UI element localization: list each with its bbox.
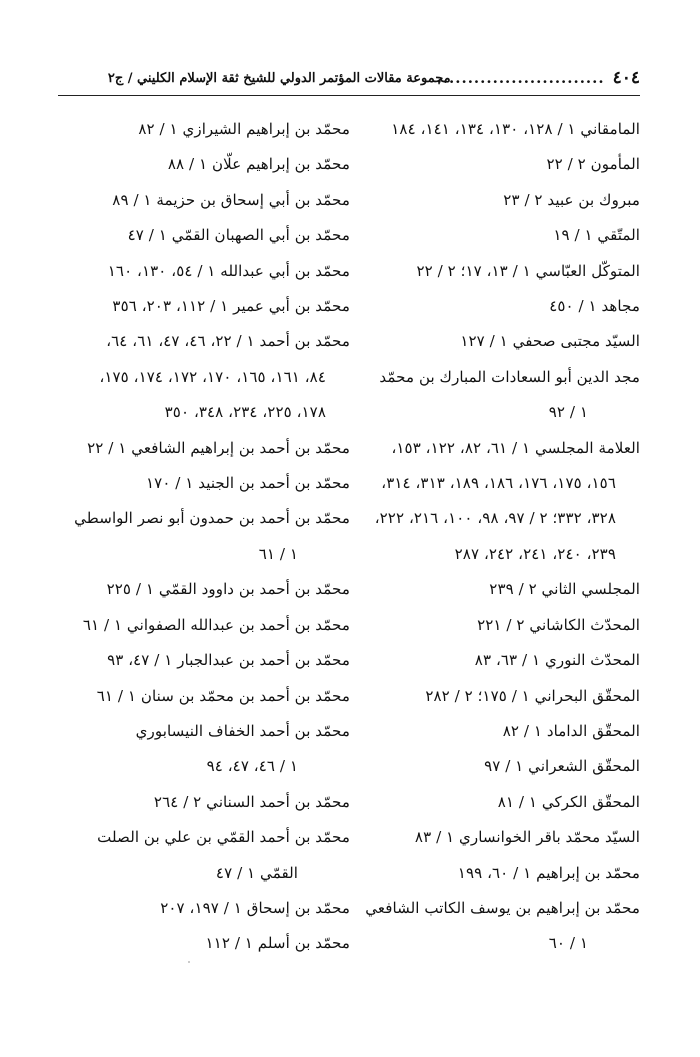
entry-line: محمّد بن إبراهيم الشيرازي ١ / ٨٢	[138, 120, 350, 138]
index-entry	[50, 926, 350, 961]
entry-continuation-line: ١٧٨، ٢٢٥، ٢٣٤، ٣٤٨، ٣٥٠	[164, 403, 326, 422]
entry-line: محمّد بن أحمد بن محمّد بن سنان ١ / ٦١	[96, 686, 350, 705]
index-entry	[340, 820, 640, 855]
index-entry	[50, 289, 350, 324]
entry-line: محمّد بن أحمد الخفاف النيسابوري	[135, 721, 350, 740]
entry-line: المأمون ٢ / ٢٢	[546, 155, 640, 174]
index-entry	[340, 572, 640, 607]
page-header	[58, 60, 640, 96]
index-entry	[50, 218, 350, 253]
entry-line: محمّد بن أحمد السناني ٢ / ٢٦٤	[153, 792, 350, 811]
page-number: ٤٠٤	[612, 68, 640, 88]
index-entry	[340, 183, 640, 218]
entry-line: العلامة المجلسي ١ / ٦١، ٨٢، ١٢٢، ١٥٣،	[391, 438, 640, 457]
entry-line: محمّد بن أحمد ١ / ٢٢، ٤٦، ٤٧، ٦١، ٦٤،	[106, 332, 350, 351]
entry-line: المامقاني ١ / ١٢٨، ١٣٠، ١٣٤، ١٤١، ١٨٤	[391, 120, 640, 138]
index-entry	[50, 183, 350, 218]
entry-continuation-line: ٨٤، ١٦١، ١٦٥، ١٧٠، ١٧٢، ١٧٤، ١٧٥،	[99, 367, 326, 386]
entry-continuation-line: ١ / ٦١	[258, 544, 298, 563]
entry-line: المحدّث النوري ١ / ٦٣، ٨٣	[474, 651, 640, 670]
index-entry	[340, 608, 640, 643]
entry-line: مبروك بن عبيد ٢ / ٢٣	[503, 190, 640, 209]
entry-line: محمّد بن أحمد بن الجنيد ١ / ١٧٠	[146, 474, 350, 493]
index-entry	[340, 891, 640, 962]
index-entry	[340, 749, 640, 784]
entry-line: محمّد بن أحمد بن إبراهيم الشافعي ١ / ٢٢	[87, 438, 350, 457]
entry-line: المتوكّل العبّاسي ١ / ١٣، ١٧؛ ٢ / ٢٢	[416, 261, 640, 280]
index-entry	[50, 466, 350, 501]
index-entry	[340, 643, 640, 678]
index-column-right	[340, 112, 640, 962]
stray-mark	[185, 958, 193, 966]
index-entry	[340, 289, 640, 324]
index-entry	[340, 147, 640, 182]
index-entry	[50, 324, 350, 430]
entry-continuation-line: ٣٢٨، ٣٣٢؛ ٢ / ٩٧، ٩٨، ١٠٠، ٢١٦، ٢٢٢،	[374, 509, 616, 528]
entry-line: محمّد بن إبراهيم ١ / ٦٠، ١٩٩	[457, 863, 640, 882]
entry-line: السيّد مجتبى صحفي ١ / ١٢٧	[460, 332, 640, 351]
entry-continuation-line: ١٥٦، ١٧٥، ١٧٦، ١٨٦، ١٨٩، ٣١٣، ٣١٤،	[381, 474, 616, 493]
index-entry	[340, 360, 640, 431]
entry-line: المتّقي ١ / ١٩	[553, 226, 640, 245]
entry-line: محمّد بن أحمد بن داوود القمّي ١ / ٢٢٥	[106, 580, 350, 599]
entry-line: محمّد بن إسحاق ١ / ١٩٧، ٢٠٧	[160, 898, 350, 917]
index-entry	[50, 608, 350, 643]
index-entry	[50, 431, 350, 466]
entry-line: مجاهد ١ / ٤٥٠	[549, 297, 640, 316]
index-entry	[340, 785, 640, 820]
index-entry	[340, 218, 640, 253]
entry-continuation-line: ١ / ٤٦، ٤٧، ٩٤	[206, 757, 298, 776]
entry-line: محمّد بن إبراهيم علّان ١ / ٨٨	[167, 155, 350, 174]
running-title: مجموعة مقالات المؤتمر الدولي للشيخ ثقة الإسلام الكليني / ج٢	[107, 70, 451, 86]
entry-line: محمّد بن أحمد بن عبدالله الصفواني ١ / ٦١	[82, 615, 350, 634]
entry-line: المحقّق الداماد ١ / ٨٢	[502, 721, 640, 740]
entry-line: محمّد بن أبي إسحاق بن حزيمة ١ / ٨٩	[112, 190, 350, 209]
entry-line: محمّد بن أبي الصهبان القمّي ١ / ٤٧	[127, 226, 350, 245]
entry-line: السيّد محمّد باقر الخوانساري ١ / ٨٣	[414, 828, 640, 847]
entry-line: محمّد بن أبي عمير ١ / ١١٢، ٢٠٣، ٣٥٦	[112, 297, 350, 316]
index-entry	[50, 501, 350, 572]
index-entry	[340, 324, 640, 359]
header-leader-dots: ...........................	[436, 69, 605, 87]
index-entry	[50, 714, 350, 785]
entry-continuation-line: القمّي ١ / ٤٧	[215, 863, 298, 882]
entry-line: محمّد بن أحمد بن حمدون أبو نصر الواسطي	[74, 509, 350, 528]
entry-line: محمّد بن أبي عبدالله ١ / ٥٤، ١٣٠، ١٦٠	[107, 261, 350, 280]
index-entry	[50, 785, 350, 820]
entry-continuation-line: ٢٣٩، ٢٤٠، ٢٤١، ٢٤٢، ٢٨٧	[454, 544, 616, 563]
entry-line: محمّد بن أحمد بن عبدالجبار ١ / ٤٧، ٩٣	[107, 651, 350, 670]
index-entry	[50, 820, 350, 891]
entry-continuation-line: ١ / ٦٠	[548, 934, 588, 953]
entry-line: المحدّث الكاشاني ٢ / ٢٢١	[477, 615, 640, 634]
index-entry	[50, 112, 350, 147]
entry-line: مجد الدين أبو السعادات المبارك بن محمّد	[379, 367, 640, 386]
index-entry	[50, 679, 350, 714]
index-entry	[340, 112, 640, 147]
entry-line: المجلسي الثاني ٢ / ٢٣٩	[489, 580, 640, 599]
index-entry	[50, 643, 350, 678]
entry-continuation-line: ١ / ٩٢	[548, 403, 588, 422]
index-entry	[340, 714, 640, 749]
entry-line: المحقّق الشعراني ١ / ٩٧	[484, 757, 640, 776]
index-entry	[340, 856, 640, 891]
index-entry	[50, 891, 350, 926]
index-entry	[50, 147, 350, 182]
index-entry	[50, 254, 350, 289]
index-entry	[340, 679, 640, 714]
index-column-left	[50, 112, 350, 962]
entry-line: المحقّق البحراني ١ / ١٧٥؛ ٢ / ٢٨٢	[425, 686, 640, 705]
entry-line: محمّد بن أحمد القمّي بن علي بن الصلت	[97, 828, 350, 847]
entry-line: المحقّق الكركي ١ / ٨١	[497, 792, 640, 811]
entry-line: محمّد بن إبراهيم بن يوسف الكاتب الشافعي	[365, 898, 640, 917]
header-rule	[58, 95, 640, 96]
index-entry	[340, 431, 640, 573]
index-entry	[340, 254, 640, 289]
index-entry	[50, 572, 350, 607]
entry-line: محمّد بن أسلم ١ / ١١٢	[205, 934, 350, 953]
